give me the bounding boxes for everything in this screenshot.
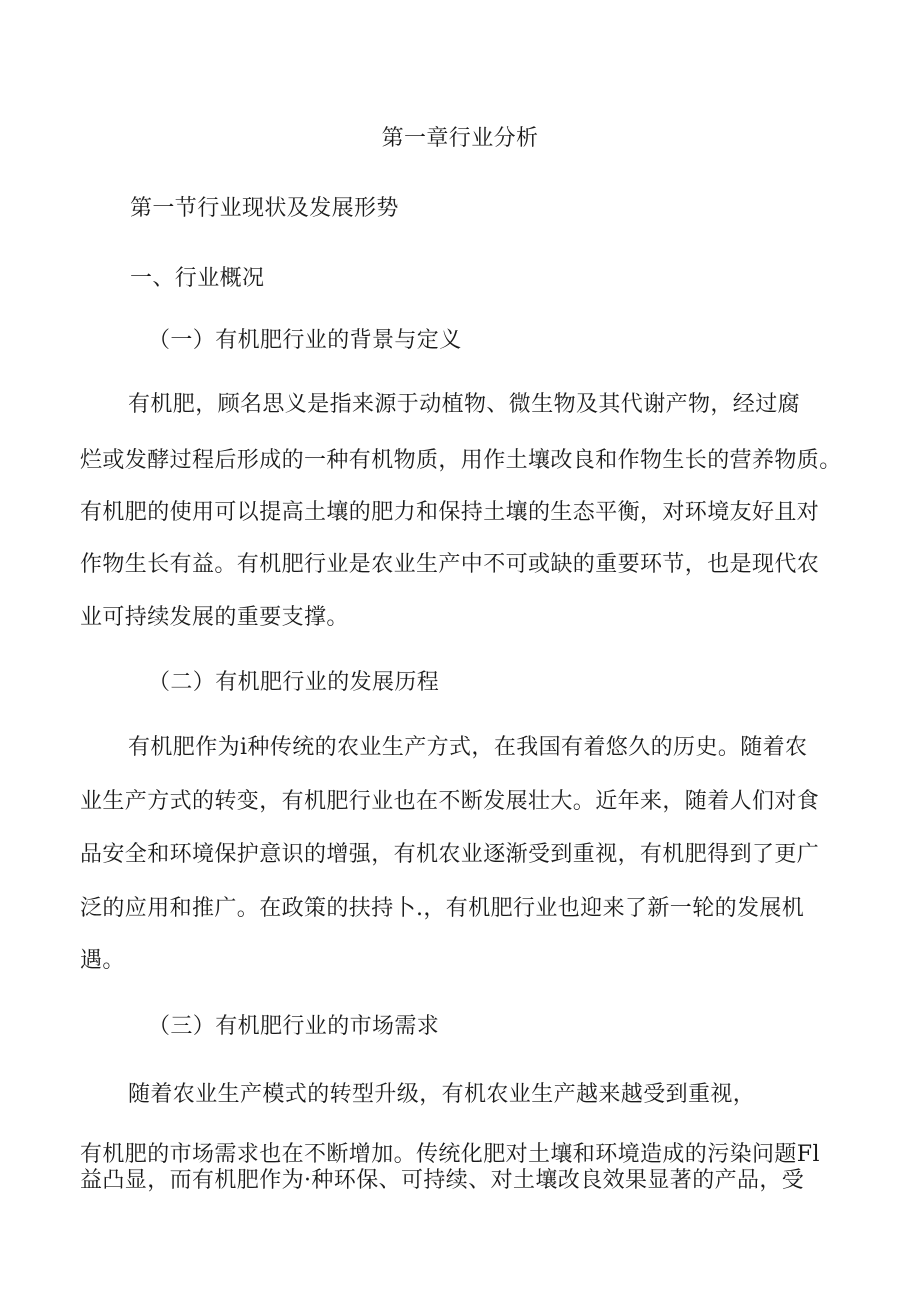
paragraph-line: 有机肥作为i种传统的农业生产方式，在我国有着悠久的历史。随着农 [128,735,808,760]
paragraph-line: 遇。 [80,948,125,973]
paragraph-line: 品安全和环境保护意识的增强，有机农业逐渐受到重视，有机肥得到了更广 [80,842,820,867]
subsection-title: 一、行业概况 [130,266,265,291]
part-heading-2: （二）有机肥行业的发展历程 [148,670,440,695]
section-title: 第一节行业现状及发展形势 [130,196,399,221]
chapter-title: 第一章行业分析 [381,126,539,151]
paragraph-line: 业可持续发展的重要支撑。 [80,605,349,630]
paragraph-line: 有机肥的使用可以提高土壤的肥力和保持土壤的生态平衡，对环境友好且对 [80,500,820,525]
paragraph-line: 泛的应用和推广。在政策的扶持卜.，有机肥行业也迎来了新一轮的发展机 [80,896,805,921]
paragraph-line: 随着农业生产模式的转型升级，有机农业生产越来越受到重视， [128,1082,756,1107]
paragraph-line: 益凸显，而有机肥作为·种环保、可持续、对土壤改良效果显著的产品，受 [80,1168,805,1193]
paragraph-line: 业生产方式的转变，有机肥行业也在不断发展壮大。近年来，随着人们对食 [80,789,820,814]
part-heading-3: （三）有机肥行业的市场需求 [148,1014,440,1039]
paragraph-line: 作物生长有益。有机肥行业是农业生产中不可或缺的重要环节，也是现代农 [80,552,820,577]
part-heading-1: （一）有机肥行业的背景与定义 [148,328,462,353]
paragraph-line: 烂或发酵过程后形成的一种有机物质，用作土壤改良和作物生长的营养物质。 [80,448,842,473]
paragraph-line: 有机肥的市场需求也在不断增加。传统化肥对土壤和环境造成的污染问题Fl [80,1142,820,1167]
paragraph-line: 有机肥，顾名思义是指来源于动植物、微生物及其代谢产物，经过腐 [128,392,801,417]
